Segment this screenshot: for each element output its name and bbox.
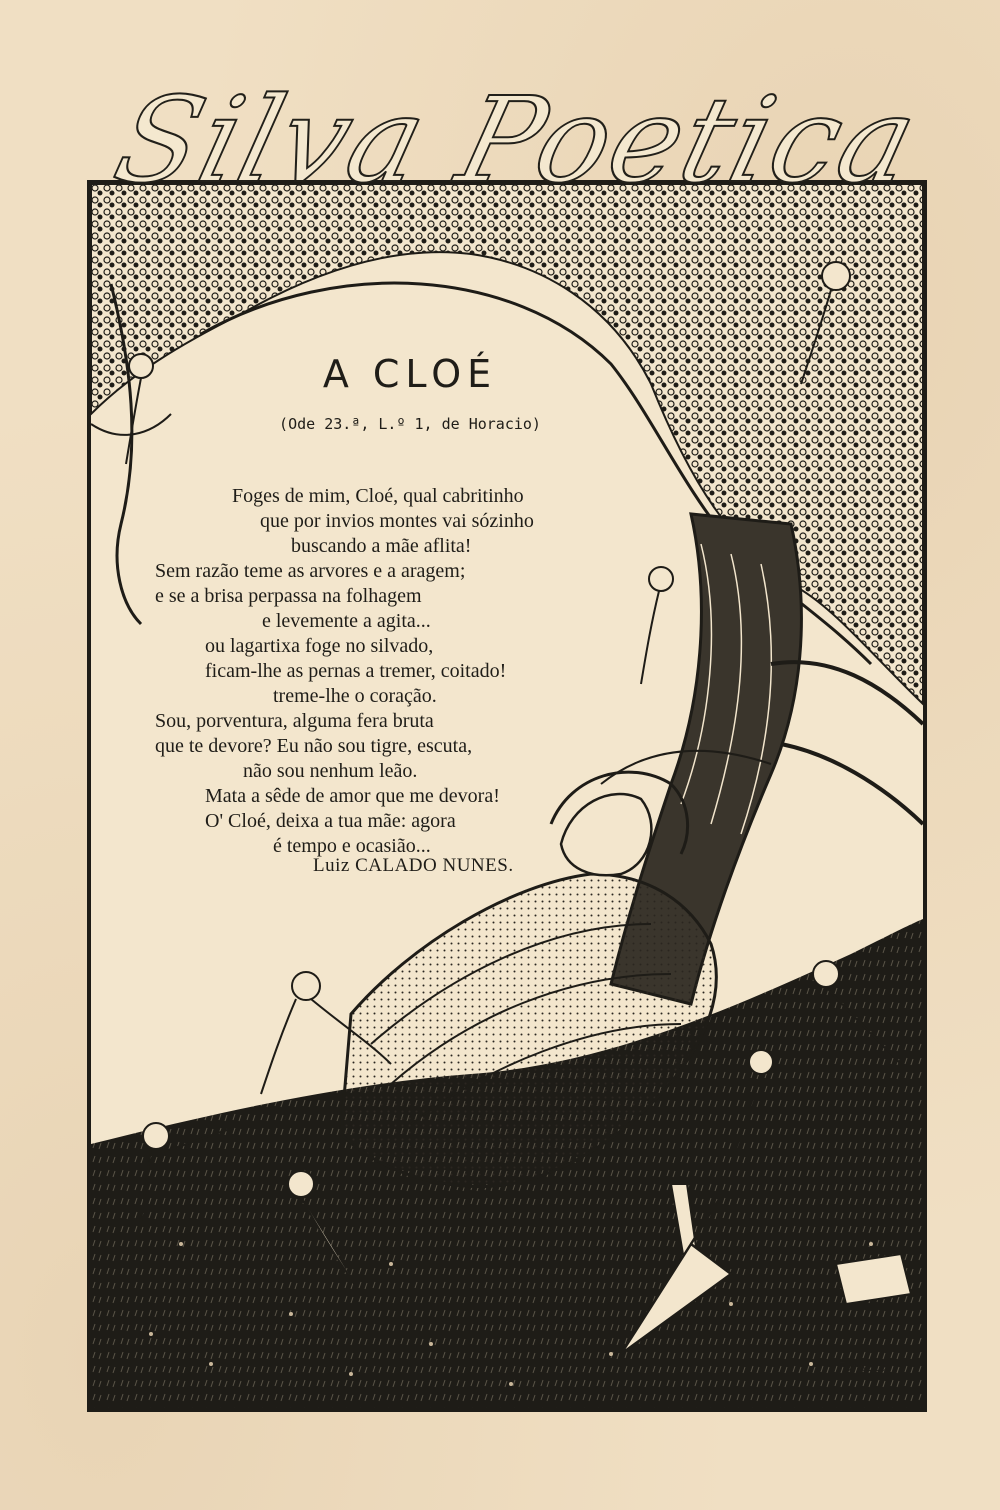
poem-line: que por invios montes vai sózinho	[260, 510, 534, 532]
poem-subtitle: (Ode 23.ª, L.º 1, de Horacio)	[279, 415, 541, 433]
poem-line: não sou nenhum leão.	[243, 760, 418, 782]
poem-line: Foges de mim, Cloé, qual cabritinho	[232, 485, 524, 507]
poem-line: e levemente a agita...	[262, 610, 431, 632]
poem-line: treme-lhe o coração.	[273, 685, 437, 707]
poem-line: Sem razão teme as arvores e a aragem;	[155, 560, 466, 582]
book	[836, 1254, 911, 1304]
poem-line: é tempo e ocasião...	[273, 835, 431, 857]
artist-signature: Fonseca	[838, 1360, 888, 1374]
poem-author: Luiz CALADO NUNES.	[313, 855, 514, 876]
poem-line: e se a brisa perpassa na folhagem	[155, 585, 422, 607]
poem-line: ficam-lhe as pernas a tremer, coitado!	[205, 660, 507, 682]
poem-line: que te devore? Eu não sou tigre, escuta,	[155, 735, 473, 757]
poem-line: ou lagartixa foge no silvado,	[205, 635, 434, 657]
poem-line: Mata a sêde de amor que me devora!	[205, 785, 500, 807]
poem-line: O' Cloé, deixa a tua mãe: agora	[205, 810, 456, 832]
poem-title: A CLOÉ	[322, 352, 498, 396]
poem-line: buscando a mãe aflita!	[291, 535, 472, 557]
poem-line: Sou, porventura, alguma fera bruta	[155, 710, 434, 732]
section-title: Silva Poetica	[102, 71, 932, 209]
